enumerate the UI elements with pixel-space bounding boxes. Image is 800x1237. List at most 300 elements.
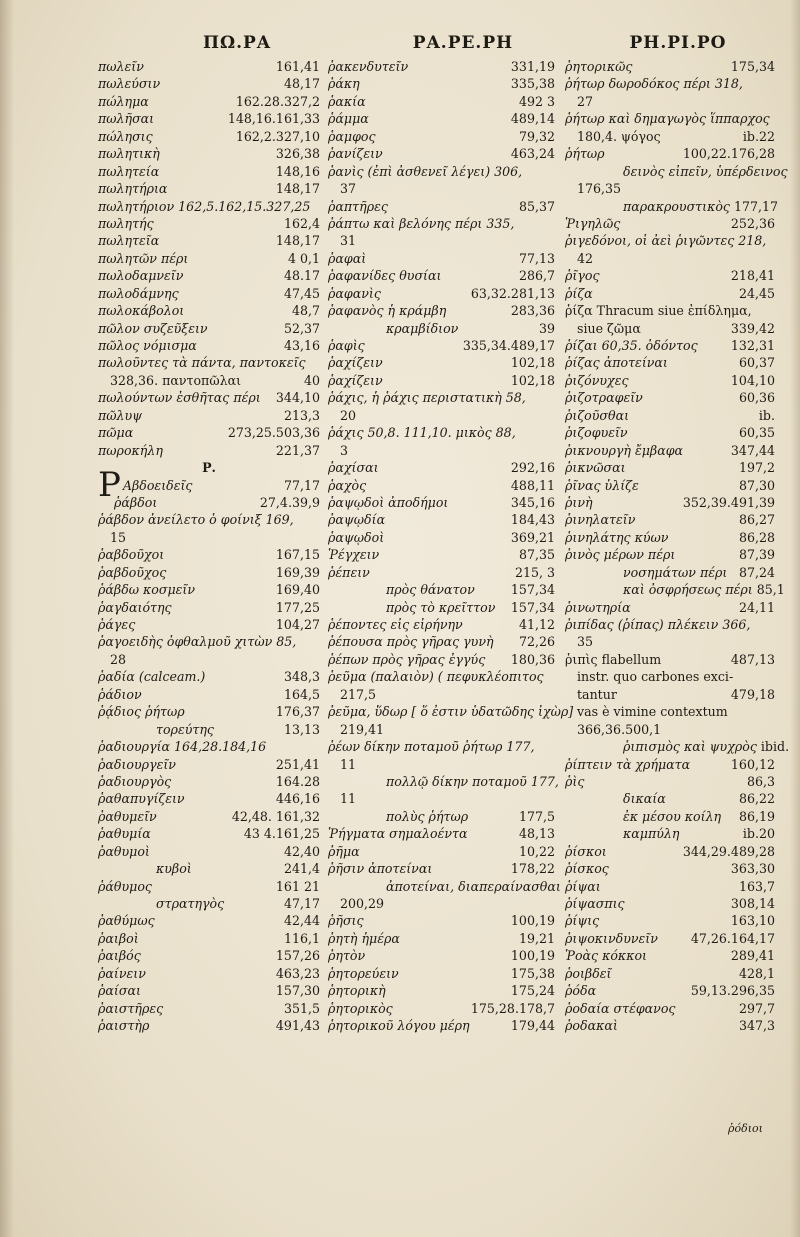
index-term: 366,36.500,1 <box>577 721 662 737</box>
index-entry <box>98 581 320 598</box>
index-entry <box>328 337 555 354</box>
index-term: ῥανὶς (ἐπὶ ἀσθενεῖ λέγει) 306, <box>328 163 523 179</box>
index-term: ῥίζα <box>565 285 593 301</box>
index-term: ῥίζαι 60,35. ὀδόντος <box>565 338 698 353</box>
index-term: πῶμα <box>98 425 134 441</box>
index-entry <box>98 110 320 127</box>
index-reference: 161,41 <box>275 59 320 74</box>
index-entry <box>565 232 775 249</box>
index-entry <box>565 93 775 110</box>
index-term: ῥαθαπυγίζειν <box>98 791 185 807</box>
index-term: ῥάδιον <box>98 686 142 702</box>
index-term: πωλεῖν <box>98 59 144 74</box>
index-term: πρὸς θάνατον <box>386 582 475 598</box>
index-reference: 169,39 <box>275 564 320 580</box>
index-reference: 352,39.491,39 <box>682 494 775 510</box>
index-term: ῥαίνειν <box>98 965 146 981</box>
index-term: ῥαφανὶς <box>328 285 381 301</box>
index-entry <box>98 616 320 633</box>
index-term: ῥαγοειδὴς ὀφθαλμοῦ χιτὼν 85, <box>98 634 297 650</box>
index-reference: 221,37 <box>275 442 320 458</box>
index-reference: 43,16 <box>283 338 320 353</box>
index-reference: 87,30 <box>738 477 775 493</box>
index-term: ῥίπτειν τὰ χρήματα <box>565 756 691 772</box>
index-entry <box>328 302 555 319</box>
index-term: πωλητήρια <box>98 181 168 197</box>
index-entry <box>98 738 320 755</box>
index-entry <box>328 633 555 650</box>
index-term: πωλητήριον 162,5.162,15.327,25 <box>98 198 311 214</box>
index-entry <box>328 529 555 546</box>
index-entry <box>328 180 555 197</box>
index-reference: 86,22 <box>738 791 775 807</box>
index-reference: 42,40 <box>283 843 320 859</box>
index-term: ῥιζόνυχες <box>565 372 629 388</box>
index-reference: 177,5 <box>518 808 555 824</box>
index-entry <box>328 808 555 825</box>
index-reference: 335,34.489,17 <box>462 338 555 353</box>
index-reference: 273,25.503,36 <box>227 425 320 441</box>
index-reference: 286,7 <box>518 268 555 284</box>
index-term: 27 <box>577 93 594 109</box>
index-entry <box>98 424 320 441</box>
index-term: 20 <box>340 407 357 423</box>
index-reference: 179,44 <box>510 1018 555 1034</box>
index-entry <box>328 564 555 581</box>
index-entry <box>98 354 320 371</box>
index-term: πῶλος νόμισμα <box>98 338 197 353</box>
index-entry <box>328 93 555 110</box>
index-entry <box>98 564 320 581</box>
index-reference: 213,3 <box>283 407 320 423</box>
index-reference: 160,12 <box>730 756 775 772</box>
index-term: ῥήτωρ καὶ δημαγωγὸς ἵππαρχος <box>565 111 770 127</box>
index-entry <box>98 912 320 929</box>
index-entry <box>565 163 788 180</box>
index-entry <box>328 1017 555 1034</box>
index-entry <box>565 721 775 738</box>
index-entry <box>98 267 320 284</box>
index-reference: 132,31 <box>730 338 775 353</box>
index-entry <box>328 947 555 964</box>
index-term: 3 <box>340 442 349 458</box>
index-entry <box>98 337 320 354</box>
index-entry <box>328 756 555 773</box>
index-entry <box>328 599 555 616</box>
index-reference: 100,19 <box>510 913 555 929</box>
catchword: ῥόδιοι <box>728 1122 763 1135</box>
index-reference: 77,13 <box>518 250 555 266</box>
index-reference: 13,13 <box>283 721 320 737</box>
index-entry <box>98 633 320 650</box>
index-entry <box>565 878 775 895</box>
index-entry <box>98 163 320 180</box>
index-term: tantur <box>577 686 617 702</box>
index-term: ῥαιβοὶ <box>98 930 139 946</box>
index-entry <box>98 651 320 668</box>
index-reference: 197,2 <box>738 460 775 476</box>
index-reference: 52,37 <box>283 320 320 336</box>
index-term: Ῥέγχειν <box>328 547 380 563</box>
index-reference: 177,17 <box>734 198 779 214</box>
index-term: ῥιζοτραφεῖν <box>565 390 643 406</box>
index-entry <box>328 110 555 127</box>
index-term: ῥιψοκινδυνεῖν <box>565 930 658 946</box>
index-reference: 4 0,1 <box>287 250 320 266</box>
index-term: ῥαχίζειν <box>328 372 383 388</box>
index-entry <box>565 912 775 929</box>
index-entry <box>98 320 320 337</box>
index-term: ῥαδιουργὸς <box>98 773 172 789</box>
index-entry <box>328 232 555 249</box>
index-entry <box>98 75 320 92</box>
index-reference: 86,19 <box>738 808 775 824</box>
index-entry <box>328 250 555 267</box>
index-term: ῥαίσαι <box>98 983 141 999</box>
index-term: ῥαψῳδοὶ <box>328 529 385 545</box>
index-reference: 344,29.489,28 <box>682 843 775 859</box>
index-term: ῥὶς <box>565 773 585 789</box>
index-reference: ib.22 <box>742 128 775 144</box>
index-term: 28 <box>110 651 127 667</box>
index-term: ῥεῦμα (παλαιὸν) ( πεφυκλέοπιτος <box>328 669 544 685</box>
index-reference: 446,16 <box>275 791 320 807</box>
index-reference: 489,14 <box>510 111 555 127</box>
index-reference: 162.28.327,2 <box>235 93 320 109</box>
index-term: ῥαψῳδοὶ ἀποδήμοι <box>328 494 449 510</box>
index-entry <box>98 947 320 964</box>
index-term: ῥινὸς μέρων πέρι <box>565 547 676 563</box>
index-term: ῥητὸν <box>328 948 366 964</box>
index-reference: 48,17 <box>283 76 320 92</box>
index-entry <box>328 267 555 284</box>
index-entry <box>328 546 555 563</box>
index-entry <box>98 790 320 807</box>
index-entry <box>565 947 775 964</box>
index-reference: 42,44 <box>283 913 320 929</box>
index-entry <box>98 442 320 459</box>
index-entry <box>98 1017 320 1034</box>
index-entry <box>328 982 555 999</box>
index-entry <box>565 546 775 563</box>
index-term: ῥᾴδιος ῥήτωρ <box>98 704 185 720</box>
index-reference: 178,22 <box>510 861 555 877</box>
index-term: ῥητορικὴ <box>328 983 386 999</box>
index-entry <box>565 424 775 441</box>
index-reference: 157,26 <box>275 948 320 964</box>
index-reference: 348,3 <box>283 669 320 685</box>
index-term: πωλητεία <box>98 163 160 179</box>
index-entry <box>565 198 779 215</box>
page-gutter-shadow <box>0 0 14 1237</box>
index-reference: 39 <box>538 320 555 336</box>
index-term: ῥαιβός <box>98 948 141 964</box>
index-entry <box>328 459 555 476</box>
index-term: κραμβίδιον <box>386 320 459 336</box>
index-term: ῥαθυμεῖν <box>98 808 157 824</box>
index-reference: 42,48. 161,32 <box>231 808 320 824</box>
index-term: ῥαβδοῦχοι <box>98 547 165 563</box>
index-entry <box>328 372 555 389</box>
index-term: πωλητεῖα <box>98 233 160 249</box>
index-reference: 104,27 <box>275 617 320 632</box>
index-entry <box>98 529 320 546</box>
index-term: πωλούντων ἐσθῆτας πέρι <box>98 390 261 406</box>
index-term: ῥαβδοῦχος <box>98 564 167 580</box>
index-reference: 60,35 <box>738 425 775 441</box>
index-entry <box>328 703 574 720</box>
index-term: ῥάβδον ἀνείλετο ὁ φοίνιξ 169, <box>98 512 294 528</box>
index-term: ῥίψις <box>565 913 600 929</box>
index-term: πωλῆσαι <box>98 111 155 127</box>
index-term: ῥίζα Thracum siue ἐπίδλημα, <box>565 303 752 319</box>
index-reference: 87,39 <box>738 547 775 563</box>
index-column-right <box>565 58 790 1035</box>
index-term: Ῥιγηλῶς <box>565 215 621 231</box>
index-entry <box>565 285 775 302</box>
index-entry <box>565 790 775 807</box>
index-reference: 77,17 <box>283 477 320 493</box>
index-reference: 162,4 <box>283 215 320 231</box>
index-term: παρακρουστικὸς <box>623 198 730 214</box>
index-reference: 175,34 <box>730 59 775 74</box>
index-term: Ρ. <box>202 460 216 476</box>
index-reference: 40 <box>303 372 320 388</box>
index-reference: 479,18 <box>730 686 775 702</box>
column-header-right: ΡΗ.ΡΙ.ΡΟ <box>629 33 727 53</box>
index-term: ῥοδακαὶ <box>565 1018 618 1034</box>
index-entry <box>328 930 555 947</box>
index-term: ῥινηλάτης κύων <box>565 529 669 545</box>
index-term: ῥαχὸς <box>328 477 367 493</box>
index-reference: 164.28 <box>275 773 320 789</box>
index-reference: 175,28.178,7 <box>470 1000 555 1016</box>
index-term: ῥῖνας ὑλίζε <box>565 477 639 493</box>
index-entry <box>565 773 775 790</box>
index-term: ἀποτείναι, διαπεραίνασθαι <box>386 878 561 894</box>
index-term: ῥαδιουργία 164,28.184,16 <box>98 739 267 755</box>
index-term: 15 <box>110 529 127 545</box>
index-term: ῥόδα <box>565 983 597 999</box>
index-reference: 163,10 <box>730 913 775 929</box>
index-term: ῥαδιουργεῖν <box>98 756 176 772</box>
index-term: 11 <box>340 756 357 772</box>
index-term: 180,4. ψόγος <box>577 128 661 144</box>
index-term: ῥαφὶς <box>328 338 365 353</box>
index-entry <box>328 320 555 337</box>
index-entry <box>98 773 320 790</box>
index-reference: 85,37 <box>518 198 555 214</box>
index-entry <box>565 668 775 685</box>
index-entry <box>328 1000 555 1017</box>
index-term: 31 <box>340 233 357 249</box>
index-entry <box>565 1000 775 1017</box>
index-reference: 48,13 <box>518 826 555 842</box>
index-term: ῥαθυμοὶ <box>98 843 150 859</box>
index-entry <box>565 651 775 668</box>
index-reference: 169,40 <box>275 582 320 598</box>
index-entry <box>98 389 320 406</box>
index-entry <box>565 843 775 860</box>
index-term: ῥητορικὸς <box>328 1000 393 1016</box>
index-term: ῥάχις, ἡ ῥάχις περιστατικὴ 58, <box>328 390 526 406</box>
index-entry <box>565 145 775 162</box>
index-entry <box>565 110 775 127</box>
index-term: 176,35 <box>577 181 622 197</box>
index-term: ῥαθύμως <box>98 913 155 929</box>
index-entry <box>328 825 555 842</box>
index-entry <box>328 721 555 738</box>
index-entry <box>328 442 555 459</box>
index-reference: 463,23 <box>275 965 320 981</box>
index-reference: 463,24 <box>510 146 555 162</box>
index-term: ῥαπτῆρες <box>328 198 388 214</box>
index-term: ῥοδαία στέφανος <box>565 1000 676 1016</box>
index-entry <box>98 756 320 773</box>
index-reference: 10,22 <box>518 843 555 859</box>
index-term: πωλητῶν πέρι <box>98 250 189 266</box>
column-header-left: ΠΩ.ΡΑ <box>202 33 272 53</box>
index-term: ῥάθυμος <box>98 878 152 894</box>
index-entry <box>328 616 555 633</box>
index-term: ῥίψαι <box>565 878 601 894</box>
index-term: ῥέπουσα πρὸς γῆρας γυνὴ <box>328 634 494 650</box>
index-entry <box>98 721 320 738</box>
index-term: 219,41 <box>340 721 385 737</box>
index-entry <box>98 860 320 877</box>
index-term: ῥιζοφυεῖν <box>565 425 628 441</box>
index-entry <box>98 703 320 720</box>
index-entry <box>565 686 775 703</box>
index-entry <box>98 668 320 685</box>
index-term: ῥαφαὶ <box>328 250 367 266</box>
index-reference: ib. <box>758 407 775 423</box>
index-term: 42 <box>577 250 594 266</box>
index-reference: 163,7 <box>738 878 775 894</box>
index-term: πώλησις <box>98 128 153 144</box>
index-reference: 161 21 <box>275 878 320 894</box>
index-reference: 175,38 <box>510 965 555 981</box>
index-reference: 87,24 <box>738 564 775 580</box>
index-entry <box>328 424 555 441</box>
index-entry <box>328 895 555 912</box>
index-term: πῶλον συζεῦξειν <box>98 320 208 336</box>
index-reference: 24,11 <box>738 599 775 615</box>
index-reference: 215, 3 <box>514 564 555 580</box>
index-reference: 87,35 <box>518 547 555 563</box>
index-term: ῥίσκος <box>565 861 609 877</box>
index-term: Ῥήγματα σημαλοέντα <box>328 826 468 842</box>
index-term: ῥάβδοι <box>114 494 158 510</box>
index-term: ῥάμμα <box>328 111 369 127</box>
index-entry <box>565 180 775 197</box>
index-reference: 335,38 <box>510 76 555 92</box>
index-term: 200,29 <box>340 896 385 911</box>
index-term: ῥαμφος <box>328 128 376 144</box>
index-entry <box>565 808 775 825</box>
index-entry <box>565 215 775 232</box>
index-reference: 148,16 <box>275 163 320 179</box>
index-entry <box>565 75 775 92</box>
index-reference: 148,17 <box>275 233 320 249</box>
index-entry <box>98 145 320 162</box>
index-entry <box>565 860 775 877</box>
index-reference: 164,5 <box>283 686 320 702</box>
index-term: ῥιπισμὸς καὶ ψυχρὸς <box>623 739 757 755</box>
index-reference: 60,36 <box>738 390 775 406</box>
index-term: ῥῆσις <box>328 913 364 929</box>
index-entry <box>328 407 555 424</box>
index-term: ῥιπὶς flabellum <box>565 651 662 667</box>
index-term: ῥέων δίκην ποταμοῦ ῥήτωρ 177, <box>328 739 535 755</box>
index-reference: 100,22.176,28 <box>682 146 775 162</box>
index-entry <box>98 982 320 999</box>
index-term: ῥαγδαιότης <box>98 599 172 615</box>
index-term: Ῥοὰς κόκκοι <box>565 948 647 964</box>
index-term: ῥιγεδόνοι, οἱ ἀεὶ ῥιγῶντες 218, <box>565 233 767 249</box>
index-reference: ib.20 <box>742 826 775 842</box>
index-reference: 102,18 <box>510 372 555 388</box>
index-term: πωλεύσιν <box>98 76 161 92</box>
index-entry <box>565 581 785 598</box>
index-entry <box>328 860 555 877</box>
index-term: 328,36. παντοπῶλαι <box>110 372 242 388</box>
index-term: καὶ ὀσφρήσεως πέρι <box>623 582 753 598</box>
index-term: ῥέπειν <box>328 564 370 580</box>
index-term: vas è vimine contextum <box>577 704 728 720</box>
index-entry <box>565 267 775 284</box>
index-reference: 283,36 <box>510 303 555 319</box>
index-reference: 148,17 <box>275 181 320 197</box>
index-reference: 167,15 <box>275 547 320 563</box>
index-term: δεινὸς εἰπεῖν, ὑπέρδεινος <box>623 163 788 179</box>
index-term: ῥινὴ <box>565 494 593 510</box>
index-term: πῶλυψ <box>98 407 143 423</box>
index-term: ῥάγες <box>98 617 136 632</box>
index-term: ῥῆσιν ἀποτείναι <box>328 861 433 877</box>
index-entry <box>98 808 320 825</box>
index-term: ῥητὴ ἡμέρα <box>328 930 400 946</box>
index-entry <box>565 407 775 424</box>
index-entry <box>98 878 320 895</box>
index-entry <box>98 546 320 563</box>
index-term: ΡΑβδοειδεῖς <box>98 464 193 505</box>
index-term: καμπύλη <box>623 826 680 842</box>
index-reference: 63,32.281,13 <box>470 285 555 301</box>
index-entry <box>98 232 320 249</box>
index-term: ῥῆμα <box>328 843 360 859</box>
index-reference: 48.17 <box>283 268 320 284</box>
index-entry <box>565 320 775 337</box>
index-term: δικαία <box>623 791 666 807</box>
index-reference: 369,21 <box>510 529 555 545</box>
index-reference: 43 4.161,25 <box>243 826 320 842</box>
index-entry <box>98 494 320 511</box>
index-term: ῥήτωρ <box>565 146 605 162</box>
index-entry <box>98 128 320 145</box>
index-column-middle <box>328 58 574 1035</box>
index-term: ῥινηλατεῖν <box>565 512 636 528</box>
index-term: ῥαψῳδία <box>328 512 386 528</box>
index-entry <box>98 1000 320 1017</box>
index-entry <box>565 564 775 581</box>
index-term: 37 <box>340 181 357 197</box>
index-term: ῥακία <box>328 93 366 109</box>
index-entry <box>328 843 555 860</box>
index-entry <box>565 756 775 773</box>
index-reference: 48,7 <box>291 303 320 319</box>
index-entry <box>328 354 555 371</box>
